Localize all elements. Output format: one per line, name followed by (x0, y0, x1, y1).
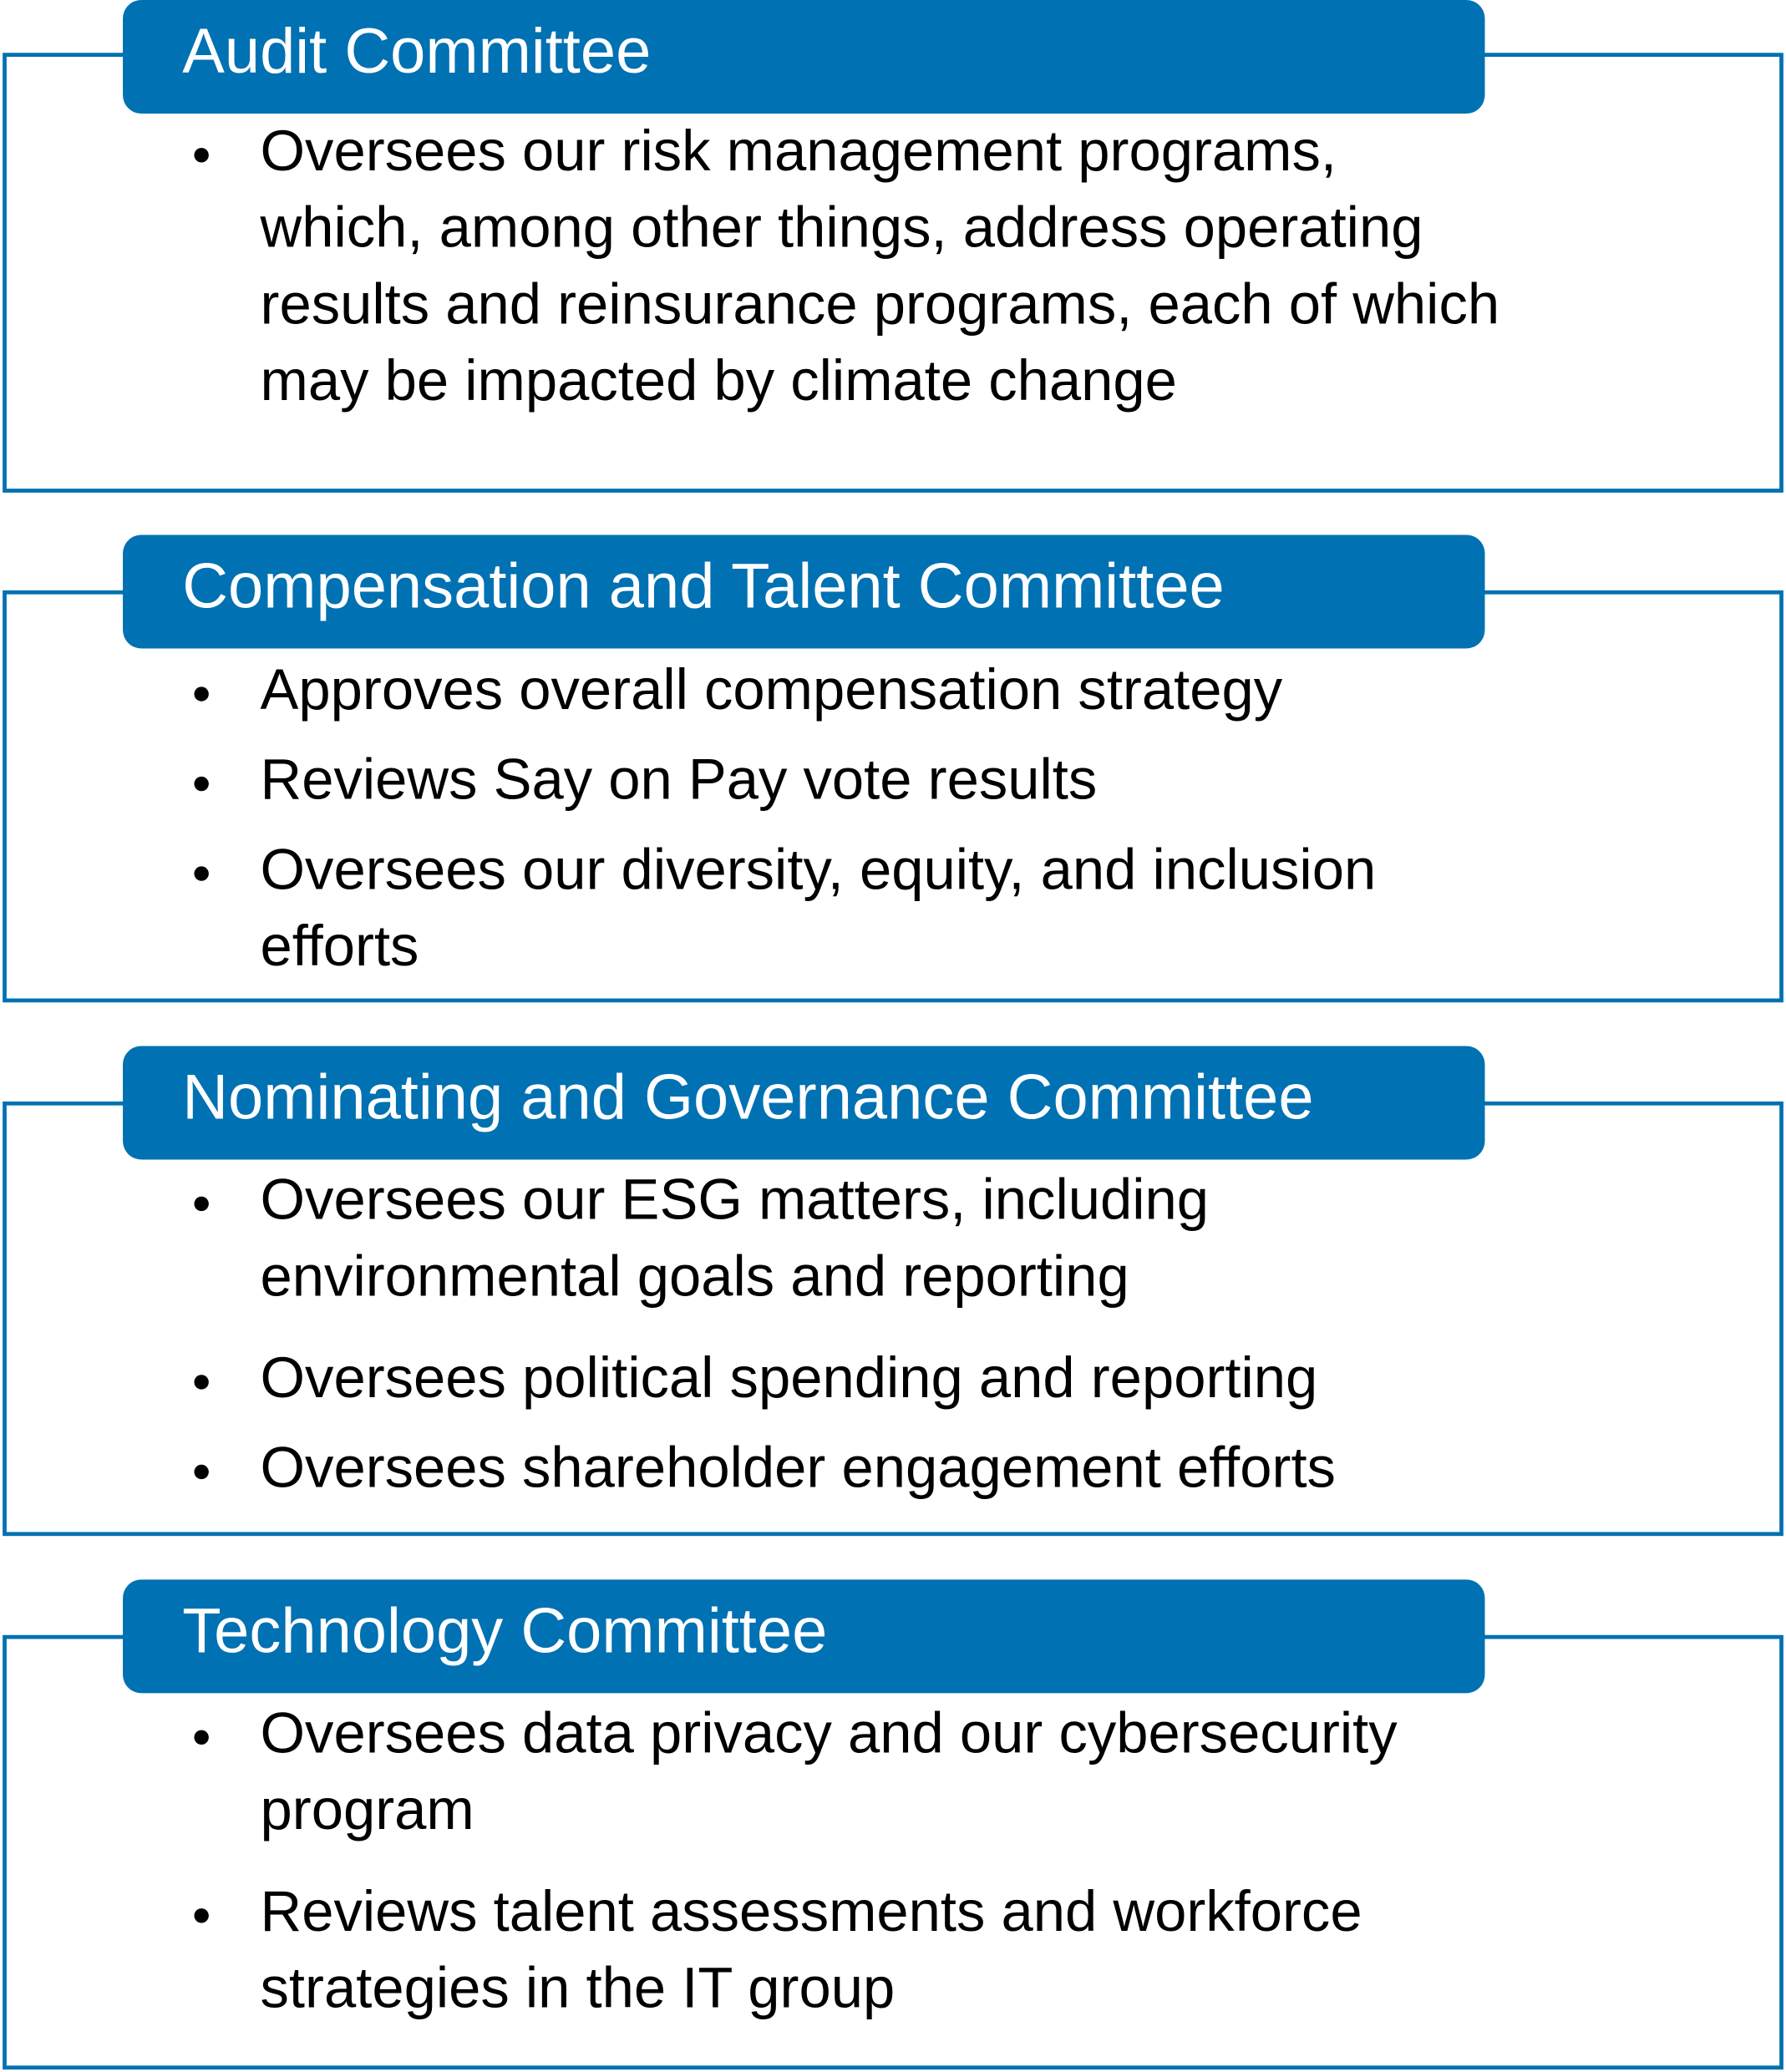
item-text: Oversees our diversity, equity, and inclusion efforts (260, 838, 1377, 979)
list-item (0, 1696, 1718, 1849)
bullet-icon (194, 686, 208, 701)
item-text: Oversees our risk management programs, which, among other things, address operating results and reinsurance programs, each of which may be impacted by climate change (260, 119, 1500, 413)
list-item (0, 1163, 1718, 1315)
list-item (0, 832, 1718, 985)
item-text: Reviews talent assessments and workforce strategies in the IT group (260, 1880, 1362, 2021)
list-item (0, 1340, 1718, 1417)
item-text: Oversees data privacy and our cybersecurity program (260, 1702, 1398, 1843)
panel-title: Nominating and Governance Committee (182, 1063, 1314, 1133)
panel-header (123, 0, 1484, 114)
bullet-icon (194, 1465, 208, 1479)
panel-title: Technology Committee (182, 1596, 828, 1667)
panel-header (123, 1579, 1484, 1693)
item-text: Approves overall compensation strategy (260, 659, 1283, 723)
list-item (0, 114, 1718, 420)
item-text: Reviews Say on Pay vote results (260, 748, 1098, 813)
list-item (0, 652, 1718, 729)
bullet-list (0, 1163, 1718, 1507)
panel-header (123, 1046, 1484, 1159)
bullet-icon (194, 1908, 208, 1923)
list-item (0, 742, 1718, 819)
panel-header (123, 534, 1484, 648)
bullet-icon (194, 777, 208, 791)
bullet-icon (194, 1730, 208, 1745)
panel-title: Compensation and Talent Committee (182, 552, 1225, 622)
bullet-icon (194, 1375, 208, 1389)
bullet-icon (194, 866, 208, 880)
bullet-list (0, 114, 1718, 420)
item-text: Oversees political spending and reporting (260, 1347, 1318, 1411)
item-text: Oversees our ESG matters, including environmental goals and reporting (260, 1168, 1210, 1310)
panel-title: Audit Committee (182, 17, 652, 88)
list-item (0, 1874, 1718, 2027)
bullet-list (0, 652, 1718, 985)
bullet-icon (194, 148, 208, 162)
item-text: Oversees shareholder engagement efforts (260, 1436, 1336, 1501)
bullet-list (0, 1696, 1718, 2028)
list-item (0, 1431, 1718, 1507)
bullet-icon (194, 1197, 208, 1211)
